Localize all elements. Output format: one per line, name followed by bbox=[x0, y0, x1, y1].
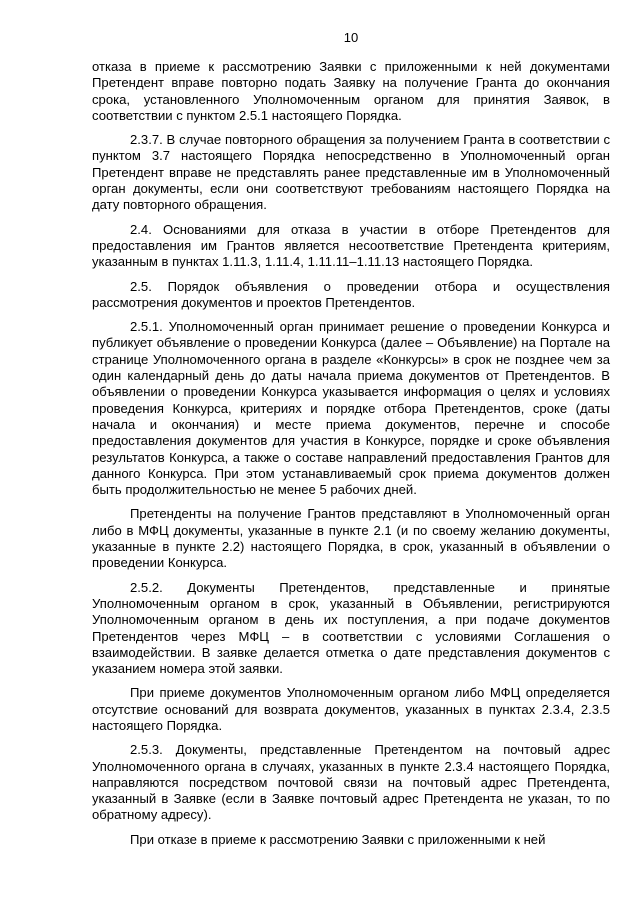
paragraph-refusal-start: При отказе в приеме к рассмотрению Заявки с приложенными к ней bbox=[130, 831, 546, 847]
paragraph-acceptance-check: При приеме документов Уполномоченным органом либо МФЦ определяется отсутствие оснований для возврата документов, указанных в пунктах 2.3.4, 2.3.5 настоящего Порядка. bbox=[92, 685, 610, 733]
paragraph-2-5: 2.5. Порядок объявления о проведении отбора и осуществления рассмотрения документов и проектов Претендентов. bbox=[92, 278, 610, 310]
paragraph-2-5-3: 2.5.3. Документы, представленные Претендентом на почтовый адрес Уполномоченного органа в случаях, указанных в пункте 2.3.4 настоящего Порядка, направляются посредством почтовой связи на почтовый адрес Претендента, указанный в Заявке (если в Заявке почтовый адрес Претендента не указан, то по обратному адресу). bbox=[92, 742, 610, 823]
paragraph-2-5-1: 2.5.1. Уполномоченный орган принимает решение о проведении Конкурса и публикует объявление о проведении Конкурса (далее – Объявление) на Портале на странице Уполномоченного органа в разделе «Конкурсы» в срок не позднее чем за один календарный день до даты начала приема документов от Претендентов. В объявлении о проведении Конкурса указывается информация о целях и условиях проведения Конкурса, критериях и порядке отбора Претендентов, сроке (даты начала и окончания) и месте приема документов, перечне и способе предоставления документов для участия в Конкурсе, порядке и сроке объявления результатов Конкурса, а также о составе направлений предоставления Грантов для данного Конкурса. При этом устанавливаемый срок приема документов должен быть продолжительностью не менее 5 рабочих дней. bbox=[92, 319, 610, 498]
paragraph-2-5-2: 2.5.2. Документы Претендентов, представленные и принятые Уполномоченным органом в срок, указанный в Объявлении, регистрируются Уполномоченным органом в день их поступления, а при подаче документов Претендентов через МФЦ – в соответствии с условиями Соглашения о взаимодействии. В заявке делается отметка о дате представления документов с указанием номера этой заявки. bbox=[92, 579, 610, 677]
paragraph-2-4: 2.4. Основаниями для отказа в участии в отборе Претендентов для предоставления им Грантов является несоответствие Претендента критериям, указанным в пунктах 1.11.3, 1.11.4, 1.11.11–1.11.13 настоящего Порядка. bbox=[92, 221, 610, 270]
document-page bbox=[92, 30, 610, 856]
paragraph-applicants-submit: Претенденты на получение Грантов представляют в Уполномоченный орган либо в МФЦ документы, указанные в пункте 2.1 (и по своему желанию документы, указанные в пункте 2.2) настоящего Порядка, в срок, указанный в объявлении о проведении Конкурса. bbox=[92, 506, 610, 571]
paragraph-2-3-7: 2.3.7. В случае повторного обращения за получением Гранта в соответствии с пунктом 3.7 настоящего Порядка непосредственно в Уполномоченный орган Претендент вправе не представлять ранее представленные им в Уполномоченный орган документы, если они соответствуют требованиям настоящего Порядка на дату повторного обращения. bbox=[92, 132, 610, 213]
paragraph-continuation: отказа в приеме к рассмотрению Заявки с приложенными к ней документами Претендент вправе повторно подать Заявку на получение Гранта до окончания срока, установленного Уполномоченным органом для принятия Заявок, в соответствии с пунктом 2.5.1 настоящего Порядка. bbox=[92, 59, 610, 123]
page-number: 10 bbox=[343, 30, 359, 45]
